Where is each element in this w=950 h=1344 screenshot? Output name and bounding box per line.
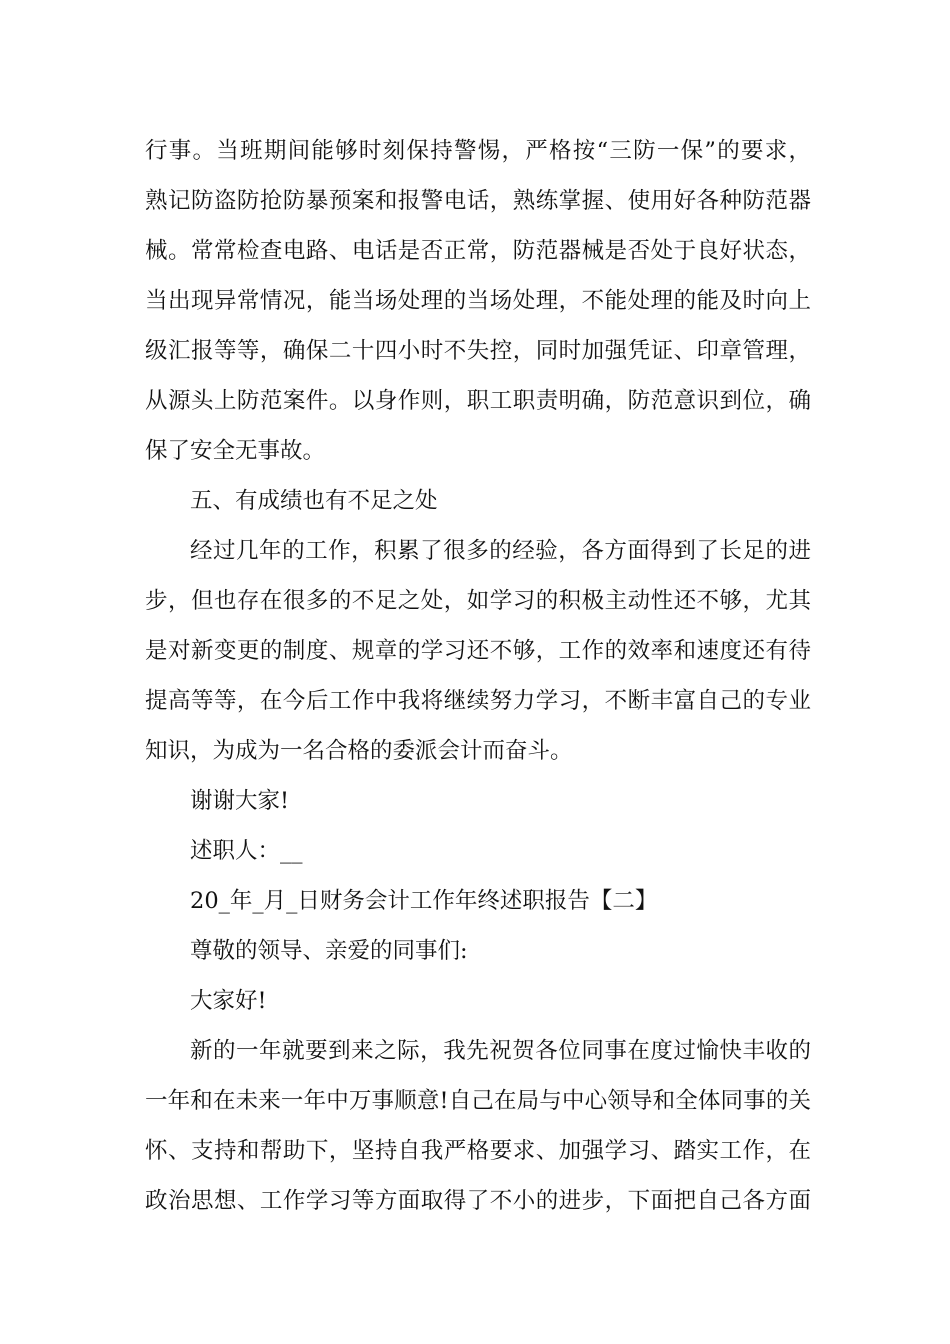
reporter-line bbox=[145, 826, 811, 876]
text-line: 从源头上防范案件。以身作则，职工职责明确，防范意识到位，确 bbox=[145, 388, 811, 414]
text-line: 一年和在未来一年中万事顺意!自己在局与中心领导和全体同事的关 bbox=[145, 1088, 811, 1114]
text-line: 行事。当班期间能够时刻保持警惕，严格按“三防一保”的要求， bbox=[145, 138, 811, 164]
paragraph-new-year bbox=[145, 1026, 811, 1226]
text-line: 熟记防盗防抢防暴预案和报警电话，熟练掌握、使用好各种防范器 bbox=[145, 188, 811, 214]
text-line: 新的一年就要到来之际，我先祝贺各位同事在度过愉快丰收的 bbox=[190, 1038, 811, 1064]
text-line: 大家好! bbox=[190, 988, 267, 1014]
document-page bbox=[145, 126, 811, 1226]
greeting bbox=[145, 976, 811, 1026]
text-line: 保了安全无事故。 bbox=[145, 438, 326, 464]
text-line: 是对新变更的制度、规章的学习还不够，工作的效率和速度还有待 bbox=[145, 638, 811, 664]
text-line: 当出现异常情况，能当场处理的当场处理，不能处理的能及时向上 bbox=[145, 288, 811, 314]
text-line: 步，但也存在很多的不足之处，如学习的积极主动性还不够，尤其 bbox=[145, 588, 811, 614]
text-line: 怀、支持和帮助下，坚持自我严格要求、加强学习、踏实工作，在 bbox=[145, 1138, 811, 1164]
text-line: 五、有成绩也有不足之处 bbox=[190, 488, 438, 514]
thanks-line bbox=[145, 776, 811, 826]
text-line: 20_年_月_日财务会计工作年终述职报告【二】 bbox=[190, 888, 658, 914]
text-line: 械。常常检查电路、电话是否正常，防范器械是否处于良好状态， bbox=[145, 238, 811, 264]
text-line: 知识，为成为一名合格的委派会计而奋斗。 bbox=[145, 738, 573, 764]
text-line: 述职人：__ bbox=[190, 838, 303, 864]
text-line: 级汇报等等，确保二十四小时不失控，同时加强凭证、印章管理， bbox=[145, 338, 811, 364]
text-line: 谢谢大家! bbox=[190, 788, 290, 814]
text-line: 政治思想、工作学习等方面取得了不小的进步，下面把自己各方面 bbox=[145, 1188, 811, 1214]
salutation bbox=[145, 926, 811, 976]
text-line: 经过几年的工作，积累了很多的经验，各方面得到了长足的进 bbox=[190, 538, 811, 564]
text-line: 提高等等，在今后工作中我将继续努力学习，不断丰富自己的专业 bbox=[145, 688, 811, 714]
section-heading-five bbox=[145, 476, 811, 526]
paragraph-achievements bbox=[145, 526, 811, 776]
text-line: 尊敬的领导、亲爱的同事们: bbox=[190, 938, 468, 964]
paragraph-security-duty bbox=[145, 126, 811, 476]
report-title-two bbox=[145, 876, 811, 926]
